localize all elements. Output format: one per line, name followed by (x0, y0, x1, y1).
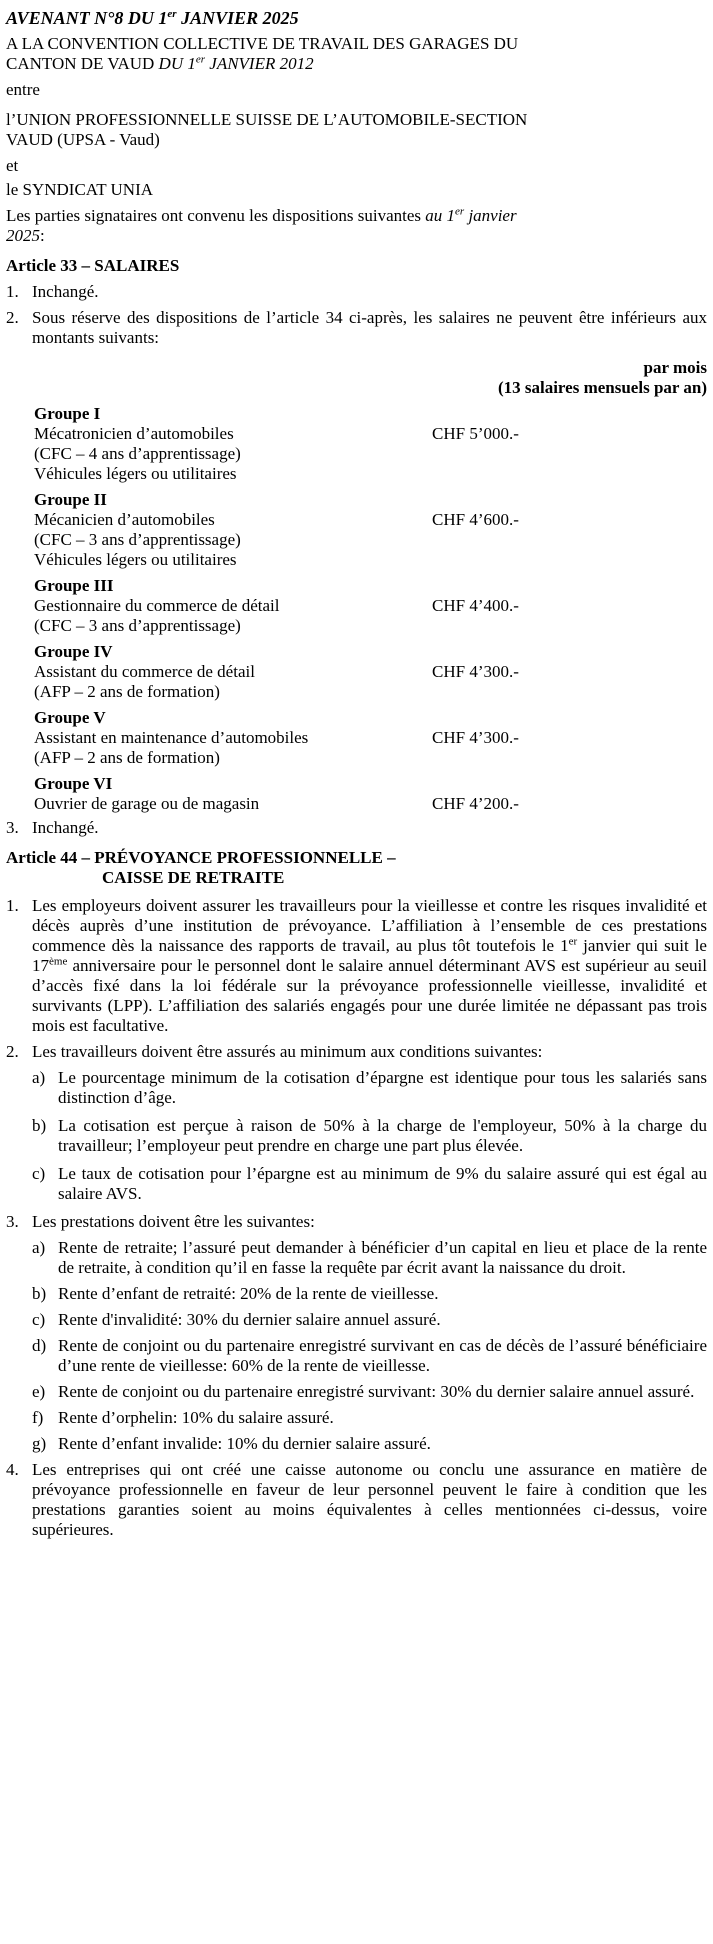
art44-item-2a (32, 1068, 707, 1108)
art44-item-2b (32, 1116, 707, 1156)
title-text: AVENANT N°8 DU 1 (6, 8, 168, 28)
group-4-title: Groupe IV (34, 642, 113, 661)
group-4-amount: CHF 4’300.- (432, 662, 519, 681)
item-number: 1. (6, 896, 19, 915)
group-5-row (34, 728, 707, 748)
document-title (6, 8, 707, 28)
item-text: Sous réserve des dispositions de l’article 34 ci-après, les salaires ne peuvent être inférieurs aux montants suivants: (32, 308, 707, 347)
art44-item-3g (32, 1434, 707, 1454)
item-text: Les prestations doivent être les suivantes: (32, 1212, 315, 1231)
article-44-subtitle: CAISSE DE RETRAITE (102, 868, 285, 887)
sub-item-letter: e) (32, 1382, 46, 1401)
item-text: Les travailleurs doivent être assurés au minimum aux conditions suivantes: (32, 1042, 543, 1061)
sub-item-letter: g) (32, 1434, 47, 1453)
group-3-amount: CHF 4’400.- (432, 596, 519, 615)
item-number: 2. (6, 308, 19, 327)
group-4-job: Assistant du commerce de détail (34, 662, 255, 681)
item-sup: er (568, 935, 578, 948)
group-6-amount: CHF 4’200.- (432, 794, 519, 813)
group-4-row (34, 662, 707, 682)
intro-text: Les parties signataires ont convenu les dispositions suivantes (6, 206, 426, 225)
group-6-row (34, 794, 707, 814)
salary-groups (34, 404, 707, 814)
group-1-line-3: Véhicules légers ou utilitaires (34, 464, 237, 483)
sub-item-letter: c) (32, 1164, 46, 1183)
item-text: Inchangé. (32, 818, 99, 837)
group-2-amount: CHF 4’600.- (432, 510, 519, 529)
art44-item-1 (6, 896, 707, 1036)
art44-item-2c (32, 1164, 707, 1204)
item-sup: ème (49, 955, 68, 968)
group-6-job: Ouvrier de garage ou de magasin (34, 794, 260, 813)
convention-line-2 (6, 54, 707, 74)
group-3-line-2: (CFC – 3 ans d’apprentissage) (34, 616, 241, 635)
sub-item-text: Le taux de cotisation pour l’épargne est au minimum de 9% du salaire assuré qui est égal au salaire AVS. (58, 1164, 707, 1203)
article-33-title: Article 33 – SALAIRES (6, 256, 180, 275)
art33-item-3 (6, 818, 707, 838)
group-2-title: Groupe II (34, 490, 107, 509)
sub-item-text: Rente d’enfant invalide: 10% du dernier salaire assuré. (58, 1434, 431, 1453)
art33-item-1 (6, 282, 707, 302)
item-text-part: janvier qui suit le 17 (32, 936, 707, 975)
group-1-line-2: (CFC – 4 ans d’apprentissage) (34, 444, 241, 463)
item-text (32, 896, 707, 1036)
convention-date-text: DU 1 (158, 54, 196, 73)
entre-label: entre (6, 80, 40, 99)
sub-item-text: Rente de retraite; l’assuré peut demander à bénéficier d’un capital en lieu et place de la rente de retraite, à condition qu’il en fasse la requête par écrit avant la naissance du droit. (58, 1238, 707, 1277)
et-label: et (6, 156, 19, 175)
per-year-label: (13 salaires mensuels par an) (497, 378, 707, 397)
group-3-title: Groupe III (34, 576, 114, 595)
party-1-line-1: l’UNION PROFESSIONNELLE SUISSE DE L’AUTOMOBILE-SECTION (6, 110, 528, 129)
group-2-line-3: Véhicules légers ou utilitaires (34, 550, 237, 569)
title-sup: er (167, 8, 177, 20)
group-3-job: Gestionnaire du commerce de détail (34, 596, 280, 615)
party-1-line-2: VAUD (UPSA - Vaud) (6, 130, 160, 149)
item-number: 3. (6, 818, 19, 837)
sub-item-letter: b) (32, 1116, 47, 1135)
art44-item-4 (6, 1460, 707, 1540)
sub-item-text: Rente d'invalidité: 30% du dernier salaire annuel assuré. (58, 1310, 441, 1329)
item-text: Inchangé. (32, 282, 99, 301)
convention-line-1: A LA CONVENTION COLLECTIVE DE TRAVAIL DES GARAGES DU (6, 34, 519, 53)
item-text-part: Les employeurs doivent assurer les travailleurs pour la vieillesse et contre les risques invalidité et décès auprès d’une institution de prévoyance. L’affiliation à l’ensemble de ces prestations commence dès la naissance des rapports de travail, au plus tôt toutefois le 1 (32, 896, 707, 955)
sub-item-letter: a) (32, 1068, 46, 1087)
art44-item-3e (32, 1382, 707, 1402)
item-number: 1. (6, 282, 19, 301)
group-2-row (34, 510, 707, 530)
group-1-amount: CHF 5’000.- (432, 424, 519, 443)
group-2-line-2: (CFC – 3 ans d’apprentissage) (34, 530, 241, 549)
art44-item-2 (6, 1042, 707, 1062)
group-5-job: Assistant en maintenance d’automobiles (34, 728, 309, 747)
item-number: 3. (6, 1212, 19, 1231)
group-5-line-2: (AFP – 2 ans de formation) (34, 748, 220, 767)
sub-item-letter: b) (32, 1284, 47, 1303)
sub-item-text: Rente de conjoint ou du partenaire enregistré survivant: 30% du dernier salaire annuel assuré. (58, 1382, 695, 1401)
group-1-title: Groupe I (34, 404, 101, 423)
convention-date-rest: JANVIER 2012 (205, 54, 314, 73)
sub-item-letter: d) (32, 1336, 47, 1355)
item-number: 4. (6, 1460, 19, 1479)
intro-date-month: janvier (464, 206, 517, 225)
item-number: 2. (6, 1042, 19, 1061)
sub-item-letter: a) (32, 1238, 46, 1257)
sub-item-text: La cotisation est perçue à raison de 50% à la charge de l'employeur, 50% à la charge du travailleur; l’employeur peut prendre en charge une part plus élevée. (58, 1116, 707, 1155)
sub-item-text: Rente d’orphelin: 10% du salaire assuré. (58, 1408, 334, 1427)
group-5-amount: CHF 4’300.- (432, 728, 519, 747)
art44-item-3b (32, 1284, 707, 1304)
sub-item-text: Le pourcentage minimum de la cotisation d’épargne est identique pour tous les salariés sans distinction d’âge. (58, 1068, 707, 1107)
convention-date-sup: er (195, 53, 206, 66)
group-4-line-2: (AFP – 2 ans de formation) (34, 682, 220, 701)
intro-paragraph (6, 206, 707, 246)
convention-canton: CANTON DE VAUD (6, 54, 159, 73)
article-44-title: Article 44 – PRÉVOYANCE PROFESSIONNELLE – (6, 848, 396, 867)
item-text: Les entreprises qui ont créé une caisse autonome ou conclu une assurance en matière de prévoyance professionnelle en faveur de leur personnel peuvent le faire à condition que les prestations garanties soient au moins équivalentes à celles mentionnées ci-dessus, voire supérieures. (32, 1460, 707, 1539)
group-2-job: Mécanicien d’automobiles (34, 510, 215, 529)
item-text-part: anniversaire pour le personnel dont le salaire annuel déterminant AVS est supérieur au seuil d’accès fixé dans la loi fédérale sur la prévoyance professionnelle vieillesse, invalidité et survivants (LPP). L’affiliation des salariés engagés pour une durée limitée ne dépassant pas trois mois est facultative. (32, 956, 707, 1035)
group-3-row (34, 596, 707, 616)
intro-date-year: 2025 (6, 226, 40, 245)
art44-item-3c (32, 1310, 707, 1330)
group-5-title: Groupe V (34, 708, 106, 727)
party-2: le SYNDICAT UNIA (6, 180, 154, 199)
art33-item-2 (6, 308, 707, 348)
title-rest: JANVIER 2025 (176, 8, 299, 28)
sub-item-text: Rente d’enfant de retraité: 20% de la rente de vieillesse. (58, 1284, 439, 1303)
sub-item-letter: c) (32, 1310, 46, 1329)
convention-date (159, 54, 314, 73)
intro-date-sup: er (455, 205, 465, 218)
group-1-job: Mécatronicien d’automobiles (34, 424, 234, 443)
art44-item-3 (6, 1212, 707, 1232)
art44-item-3f (32, 1408, 707, 1428)
group-6-title: Groupe VI (34, 774, 113, 793)
art44-item-3d (32, 1336, 707, 1376)
group-1-row (34, 424, 707, 444)
art44-item-3a (32, 1238, 707, 1278)
intro-colon: : (40, 226, 45, 245)
sub-item-letter: f) (32, 1408, 44, 1427)
intro-date-text: au 1 (425, 206, 456, 225)
per-month-label: par mois (643, 358, 707, 377)
sub-item-text: Rente de conjoint ou du partenaire enregistré survivant en cas de décès de l’assuré bénéficiaire d’une rente de vieillesse: 60% de la rente de vieillesse. (58, 1336, 707, 1375)
